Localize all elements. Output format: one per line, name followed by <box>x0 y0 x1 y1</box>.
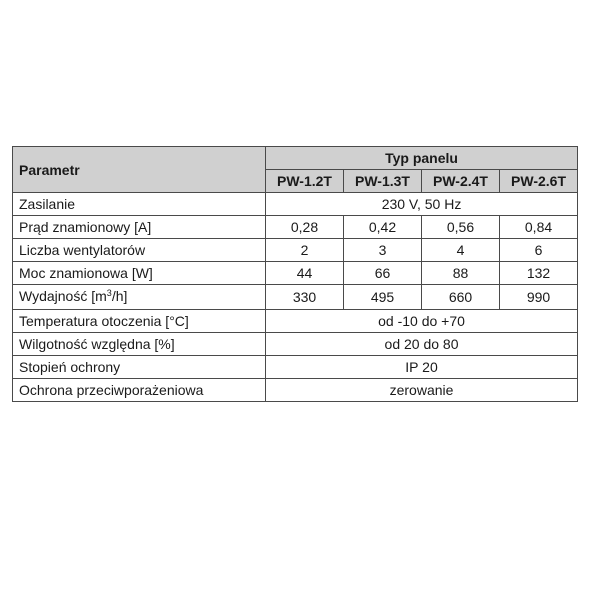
cell-value: 2 <box>266 239 344 262</box>
table-row <box>13 216 578 239</box>
table-row <box>13 310 578 333</box>
cell-value: 3 <box>344 239 422 262</box>
row-label-humidity: Wilgotność względna [%] <box>13 333 266 356</box>
cell-value: 0,28 <box>266 216 344 239</box>
cell-value: 66 <box>344 262 422 285</box>
table-row <box>13 285 578 310</box>
table-row <box>13 333 578 356</box>
table-header-row <box>13 147 578 170</box>
cell-value: 330 <box>266 285 344 310</box>
cell-value: 0,56 <box>422 216 500 239</box>
row-value-temperature: od -10 do +70 <box>266 310 578 333</box>
model-header-pw-2-6t: PW-2.6T <box>500 170 578 193</box>
cell-value: 660 <box>422 285 500 310</box>
row-label-power: Moc znamionowa [W] <box>13 262 266 285</box>
cell-value: 4 <box>422 239 500 262</box>
model-header-pw-2-4t: PW-2.4T <box>422 170 500 193</box>
row-label-protection-degree: Stopień ochrony <box>13 356 266 379</box>
row-value-shock-protection: zerowanie <box>266 379 578 402</box>
table-row <box>13 262 578 285</box>
table-row <box>13 356 578 379</box>
row-value-protection-degree: IP 20 <box>266 356 578 379</box>
cell-value: 495 <box>344 285 422 310</box>
row-label-temperature: Temperatura otoczenia [°C] <box>13 310 266 333</box>
row-value-humidity: od 20 do 80 <box>266 333 578 356</box>
table-row <box>13 379 578 402</box>
row-label-shock-protection: Ochrona przeciwporażeniowa <box>13 379 266 402</box>
table-row <box>13 239 578 262</box>
model-header-pw-1-2t: PW-1.2T <box>266 170 344 193</box>
param-column-header: Parametr <box>13 147 266 193</box>
table-row <box>13 193 578 216</box>
capacity-label-unit: /h] <box>111 288 128 304</box>
row-value-supply: 230 V, 50 Hz <box>266 193 578 216</box>
model-header-pw-1-3t: PW-1.3T <box>344 170 422 193</box>
cell-value: 990 <box>500 285 578 310</box>
row-label-current: Prąd znamionowy [A] <box>13 216 266 239</box>
row-label-capacity <box>13 285 266 310</box>
capacity-label-text: Wydajność [m <box>19 288 107 304</box>
row-label-supply: Zasilanie <box>13 193 266 216</box>
cell-value: 132 <box>500 262 578 285</box>
row-label-fans: Liczba wentylatorów <box>13 239 266 262</box>
cell-value: 0,42 <box>344 216 422 239</box>
capacity-label-superscript: 3 <box>106 288 112 298</box>
panel-type-header: Typ panelu <box>266 147 578 170</box>
cell-value: 88 <box>422 262 500 285</box>
cell-value: 6 <box>500 239 578 262</box>
spec-table-container <box>12 146 578 402</box>
cell-value: 44 <box>266 262 344 285</box>
cell-value: 0,84 <box>500 216 578 239</box>
spec-table <box>12 146 578 402</box>
